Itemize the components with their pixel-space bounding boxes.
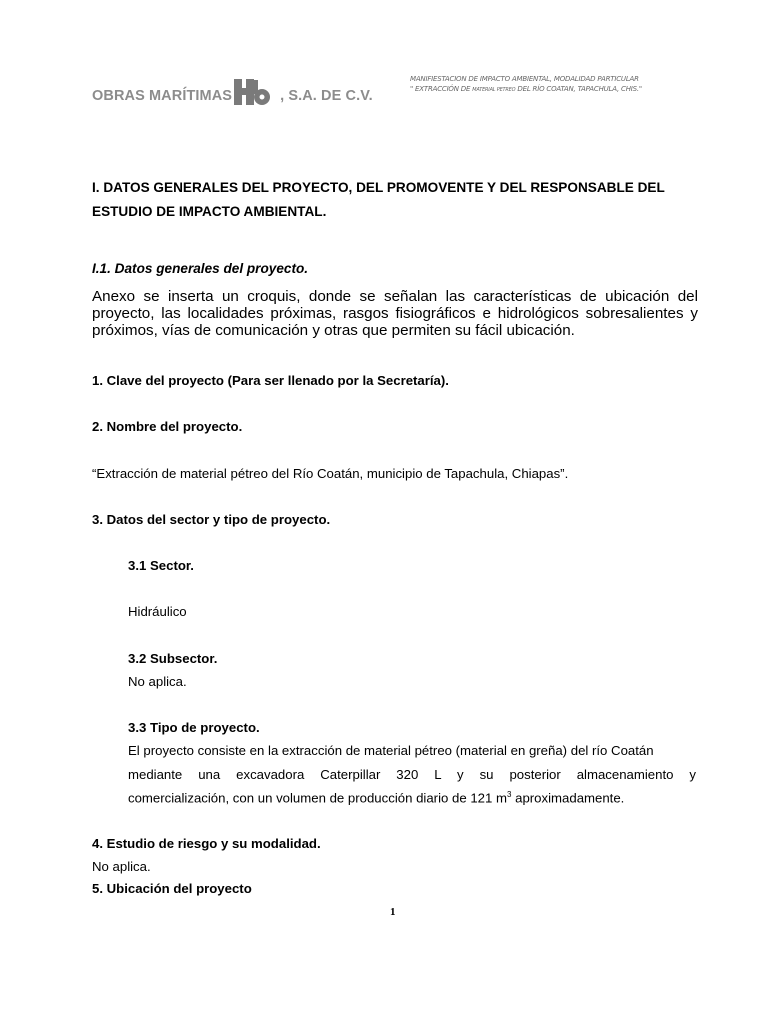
document-title-line2: " EXTRACCIÓN DE MATERIAL PETREO DEL RÍO COATAN, TAPACHULA, CHIS." xyxy=(410,85,642,93)
section-title-line1: I. DATOS GENERALES DEL PROYECTO, DEL PROMOVENTE Y DEL RESPONSABLE DEL xyxy=(92,180,665,195)
nombre-heading: 2. Nombre del proyecto. xyxy=(92,419,243,434)
document-title-header xyxy=(410,74,642,95)
page-header xyxy=(92,62,712,102)
company-logo-icon xyxy=(232,78,272,110)
riesgo-heading: 4. Estudio de riesgo y su modalidad. xyxy=(92,836,321,851)
tipo-line3: comercialización, con un volumen de producción diario de 121 $m^3$ aproximadamente. xyxy=(128,790,625,806)
sector-heading: 3.1 Sector. xyxy=(128,558,194,573)
company-name xyxy=(92,78,373,110)
riesgo-value: No aplica. xyxy=(92,859,151,874)
datos-heading: 3. Datos del sector y tipo de proyecto. xyxy=(92,512,331,527)
page-number: 1 xyxy=(390,906,396,918)
nombre-value: “Extracción de material pétreo del Río Coatán, municipio de Tapachula, Chiapas”. xyxy=(92,466,569,481)
document-title-line1: MANIFIESTACION DE IMPACTO AMBIENTAL, MODALIDAD PARTICULAR xyxy=(410,75,639,83)
subsection-title: I.1. Datos generales del proyecto. xyxy=(92,261,309,276)
sector-value: Hidráulico xyxy=(128,604,187,619)
subsector-value: No aplica. xyxy=(128,674,187,689)
clave-heading: 1. Clave del proyecto (Para ser llenado por la Secretaría). xyxy=(92,373,449,388)
company-name-suffix: , S.A. DE C.V. xyxy=(280,88,373,104)
tipo-line2: mediante una excavadora Caterpillar 320 L y su posterior almacenamiento y xyxy=(128,767,696,782)
tipo-line1: El proyecto consiste en la extracción de material pétreo (material en greña) del río Coatán xyxy=(128,743,654,758)
tipo-heading: 3.3 Tipo de proyecto. xyxy=(128,720,260,735)
ubicacion-heading: 5. Ubicación del proyecto xyxy=(92,881,252,896)
intro-paragraph: Anexo se inserta un croquis, donde se señalan las características de ubicación del proyecto, las localidades próximas, rasgos fisiográficos e hidrológicos sobresalientes y próximos, vías de comunicación y otras que permiten su fácil ubicación. xyxy=(92,288,698,339)
subsector-heading: 3.2 Subsector. xyxy=(128,651,218,666)
company-name-left: OBRAS MARÍTIMAS xyxy=(92,88,233,104)
section-title-line2: ESTUDIO DE IMPACTO AMBIENTAL. xyxy=(92,204,327,219)
